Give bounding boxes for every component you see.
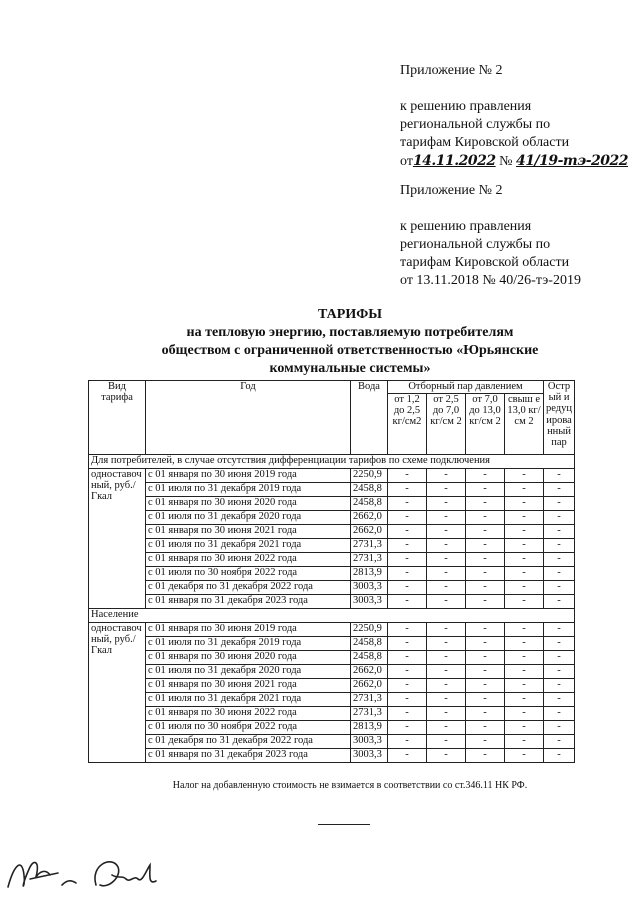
header-pressure-3: от 7,0 до 13,0 кг/см 2 [466,394,505,455]
water-tariff-cell: 2458,8 [351,483,388,497]
heading-line: на тепловую энергию, поставляемую потребителям [186,325,514,340]
water-tariff-cell: 2813,9 [351,567,388,581]
steam-tariff-cell: - [466,469,505,483]
steam-tariff-cell: - [544,749,575,763]
header-pressure-1: от 1,2 до 2,5 кг/см2 [388,394,427,455]
water-tariff-cell: 2731,3 [351,693,388,707]
steam-tariff-cell: - [544,595,575,609]
table-row [89,553,575,567]
appendix-line: тарифам Кировской области [400,135,570,150]
section-row [89,455,575,469]
water-tariff-cell: 2731,3 [351,553,388,567]
table-row [89,651,575,665]
appendix-current [400,62,628,171]
steam-tariff-cell: - [544,511,575,525]
water-tariff-cell: 3003,3 [351,749,388,763]
table-row [89,623,575,637]
steam-tariff-cell: - [505,469,544,483]
steam-tariff-cell: - [466,525,505,539]
handwritten-date: 14.11.2022 [412,153,496,169]
steam-tariff-cell: - [427,665,466,679]
water-tariff-cell: 3003,3 [351,581,388,595]
steam-tariff-cell: - [427,679,466,693]
steam-tariff-cell: - [427,581,466,595]
steam-tariff-cell: - [388,469,427,483]
period-cell: с 01 июля по 31 декабря 2019 года [146,637,351,651]
steam-tariff-cell: - [544,679,575,693]
tariff-table [88,380,575,763]
table-row [89,637,575,651]
steam-tariff-cell: - [427,511,466,525]
steam-tariff-cell: - [388,539,427,553]
period-cell: с 01 января по 30 июня 2021 года [146,679,351,693]
steam-tariff-cell: - [388,721,427,735]
steam-tariff-cell: - [466,553,505,567]
header-water: Вода [351,381,388,455]
period-cell: с 01 июля по 30 ноября 2022 года [146,567,351,581]
number-prefix: № [499,154,513,169]
steam-tariff-cell: - [427,539,466,553]
period-cell: с 01 июля по 31 декабря 2021 года [146,693,351,707]
water-tariff-cell: 2458,8 [351,637,388,651]
water-tariff-cell: 2458,8 [351,651,388,665]
steam-tariff-cell: - [427,595,466,609]
steam-tariff-cell: - [388,553,427,567]
steam-tariff-cell: - [466,651,505,665]
steam-tariff-cell: - [466,707,505,721]
steam-tariff-cell: - [388,511,427,525]
steam-tariff-cell: - [466,693,505,707]
appendix-line: к решению правления [400,99,532,114]
steam-tariff-cell: - [544,525,575,539]
water-tariff-cell: 2250,9 [351,469,388,483]
appendix-line: региональной службы по [400,237,551,252]
steam-tariff-cell: - [505,525,544,539]
table-row [89,707,575,721]
table-row [89,483,575,497]
period-cell: с 01 января по 30 июня 2020 года [146,497,351,511]
period-cell: с 01 июля по 30 ноября 2022 года [146,721,351,735]
steam-tariff-cell: - [388,497,427,511]
table-row [89,497,575,511]
steam-tariff-cell: - [388,749,427,763]
steam-tariff-cell: - [388,637,427,651]
section-row [89,609,575,623]
steam-tariff-cell: - [544,539,575,553]
table-row [89,581,575,595]
table-body [89,455,575,763]
header-pressure-4: свыш е 13,0 кг/см 2 [505,394,544,455]
header-steam: Отборный пар давлением [388,381,544,394]
steam-tariff-cell: - [427,623,466,637]
steam-tariff-cell: - [427,525,466,539]
steam-tariff-cell: - [544,497,575,511]
steam-tariff-cell: - [505,651,544,665]
steam-tariff-cell: - [544,707,575,721]
table-row [89,469,575,483]
steam-tariff-cell: - [505,553,544,567]
tariff-kind: одноставоч ный, руб./Гкал [89,469,146,609]
steam-tariff-cell: - [427,637,466,651]
appendix-original [400,182,581,290]
period-cell: с 01 января по 30 июня 2021 года [146,525,351,539]
water-tariff-cell: 2250,9 [351,623,388,637]
steam-tariff-cell: - [388,665,427,679]
steam-tariff-cell: - [388,623,427,637]
table-row [89,749,575,763]
steam-tariff-cell: - [427,567,466,581]
steam-tariff-cell: - [388,483,427,497]
steam-tariff-cell: - [505,567,544,581]
steam-tariff-cell: - [466,721,505,735]
steam-tariff-cell: - [466,637,505,651]
appendix-line: региональной службы по [400,117,551,132]
steam-tariff-cell: - [466,679,505,693]
steam-tariff-cell: - [544,637,575,651]
table-row [89,735,575,749]
appendix-title: Приложение № 2 [400,183,503,198]
steam-tariff-cell: - [544,693,575,707]
period-cell: с 01 декабря по 31 декабря 2022 года [146,735,351,749]
table-row [89,721,575,735]
steam-tariff-cell: - [544,469,575,483]
steam-tariff-cell: - [427,735,466,749]
divider [318,824,370,825]
steam-tariff-cell: - [466,567,505,581]
steam-tariff-cell: - [466,483,505,497]
steam-tariff-cell: - [466,623,505,637]
steam-tariff-cell: - [388,567,427,581]
tariff-kind: одноставоч ный, руб./Гкал [89,623,146,763]
table-row [89,693,575,707]
period-cell: с 01 января по 30 июня 2019 года [146,623,351,637]
appendix-line: от 13.11.2018 № 40/26-тэ-2019 [400,273,581,288]
steam-tariff-cell: - [544,665,575,679]
steam-tariff-cell: - [427,721,466,735]
period-cell: с 01 июля по 31 декабря 2020 года [146,511,351,525]
heading-line: коммунальные системы» [269,361,431,376]
steam-tariff-cell: - [388,581,427,595]
steam-tariff-cell: - [505,679,544,693]
handwritten-signature [0,845,200,900]
steam-tariff-cell: - [427,553,466,567]
steam-tariff-cell: - [505,749,544,763]
steam-tariff-cell: - [466,511,505,525]
steam-tariff-cell: - [466,595,505,609]
appendix-line: к решению правления [400,219,532,234]
period-cell: с 01 января по 31 декабря 2023 года [146,749,351,763]
steam-tariff-cell: - [388,595,427,609]
date-prefix: от [400,154,413,169]
document-heading [0,306,640,378]
steam-tariff-cell: - [505,623,544,637]
water-tariff-cell: 2731,3 [351,539,388,553]
steam-tariff-cell: - [427,707,466,721]
steam-tariff-cell: - [505,665,544,679]
steam-tariff-cell: - [505,595,544,609]
header-kind: Вид тарифа [89,381,146,455]
steam-tariff-cell: - [466,749,505,763]
steam-tariff-cell: - [388,679,427,693]
steam-tariff-cell: - [544,623,575,637]
steam-tariff-cell: - [388,651,427,665]
section-title: Для потребителей, в случае отсутствия дифференциации тарифов по схеме подключения [89,455,575,469]
table-row [89,511,575,525]
section-title: Население [89,609,575,623]
table-row [89,567,575,581]
period-cell: с 01 января по 31 декабря 2023 года [146,595,351,609]
table-row [89,539,575,553]
period-cell: с 01 июля по 31 декабря 2021 года [146,539,351,553]
water-tariff-cell: 2662,0 [351,511,388,525]
steam-tariff-cell: - [388,693,427,707]
steam-tariff-cell: - [505,637,544,651]
period-cell: с 01 июля по 31 декабря 2020 года [146,665,351,679]
appendix-line: тарифам Кировской области [400,255,570,270]
appendix-title: Приложение № 2 [400,63,503,78]
steam-tariff-cell: - [544,581,575,595]
water-tariff-cell: 2731,3 [351,707,388,721]
steam-tariff-cell: - [505,539,544,553]
period-cell: с 01 января по 30 июня 2019 года [146,469,351,483]
steam-tariff-cell: - [505,707,544,721]
period-cell: с 01 января по 30 июня 2022 года [146,707,351,721]
steam-tariff-cell: - [505,511,544,525]
steam-tariff-cell: - [544,567,575,581]
water-tariff-cell: 3003,3 [351,595,388,609]
steam-tariff-cell: - [388,525,427,539]
steam-tariff-cell: - [466,497,505,511]
steam-tariff-cell: - [427,483,466,497]
steam-tariff-cell: - [466,665,505,679]
steam-tariff-cell: - [544,721,575,735]
steam-tariff-cell: - [466,539,505,553]
steam-tariff-cell: - [505,483,544,497]
steam-tariff-cell: - [427,651,466,665]
water-tariff-cell: 2662,0 [351,525,388,539]
steam-tariff-cell: - [388,707,427,721]
heading-title: ТАРИФЫ [318,307,382,322]
steam-tariff-cell: - [388,735,427,749]
water-tariff-cell: 2813,9 [351,721,388,735]
table-row [89,665,575,679]
steam-tariff-cell: - [505,735,544,749]
period-cell: с 01 января по 30 июня 2020 года [146,651,351,665]
heading-line: обществом с ограниченной ответственностью «Юрьянские [161,343,539,358]
steam-tariff-cell: - [427,749,466,763]
water-tariff-cell: 2458,8 [351,497,388,511]
water-tariff-cell: 2662,0 [351,665,388,679]
period-cell: с 01 декабря по 31 декабря 2022 года [146,581,351,595]
water-tariff-cell: 2662,0 [351,679,388,693]
table-row [89,679,575,693]
steam-tariff-cell: - [466,581,505,595]
steam-tariff-cell: - [427,469,466,483]
steam-tariff-cell: - [505,497,544,511]
steam-tariff-cell: - [544,651,575,665]
steam-tariff-cell: - [544,483,575,497]
steam-tariff-cell: - [544,553,575,567]
period-cell: с 01 января по 30 июня 2022 года [146,553,351,567]
handwritten-number: 41/19-тэ-2022 [515,153,628,169]
steam-tariff-cell: - [544,735,575,749]
period-cell: с 01 июля по 31 декабря 2019 года [146,483,351,497]
appendix-date-line [400,152,628,171]
steam-tariff-cell: - [427,497,466,511]
steam-tariff-cell: - [466,735,505,749]
vat-note: Налог на добавленную стоимость не взимается в соответствии со ст.346.11 НК РФ. [172,780,528,791]
header-sharp-steam: Остр ый и редуц ирова нный пар [544,381,575,455]
steam-tariff-cell: - [505,721,544,735]
steam-tariff-cell: - [427,693,466,707]
water-tariff-cell: 3003,3 [351,735,388,749]
table-row [89,595,575,609]
header-pressure-2: от 2,5 до 7,0 кг/см 2 [427,394,466,455]
table-row [89,525,575,539]
steam-tariff-cell: - [505,581,544,595]
steam-tariff-cell: - [505,693,544,707]
header-year: Год [146,381,351,455]
